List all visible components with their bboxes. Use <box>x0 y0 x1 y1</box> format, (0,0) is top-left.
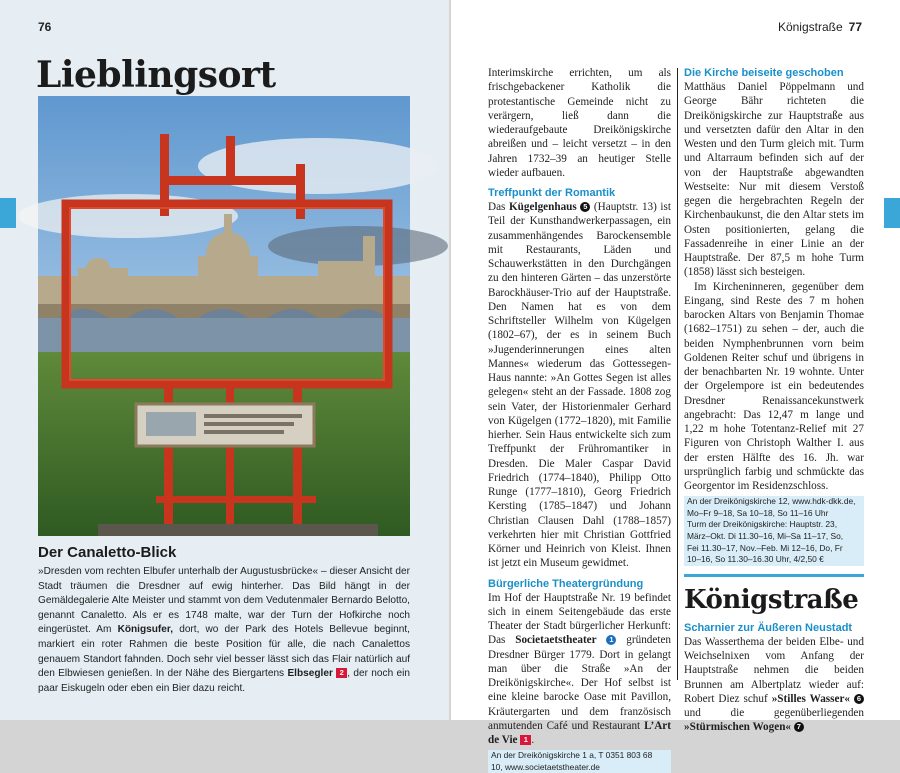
thumb-tab-left <box>0 198 16 228</box>
scharnier-heading: Scharnier zur Äußeren Neustadt <box>684 621 853 634</box>
scharnier-paragraph: Das Wasserthema der beiden Elbe- und Weichselnixen vom Anfang der Hauptstraße nehmen die beiden Brunnen am Albertplatz wieder auf: Robert Diez schuf »Stilles Wasser« 6 und die gegenüberliegenden »Stürmischen Wogen« 7 <box>684 635 864 734</box>
theater-heading: Bürgerliche Theatergründung <box>488 577 644 590</box>
left-page <box>0 0 449 720</box>
page-number-left: 76 <box>38 20 52 34</box>
map-marker-black: 5 <box>580 202 590 212</box>
intro-paragraph: Interimskirche errichten, um als frischgebackener Katholik die protestantische Gemeinde nicht zu verärgern, ließ dann die wiederaufgebaute Dreikönigskirche abreißen und – leicht versetzt – in den Jahren 1732–39 an heutiger Stelle wieder aufbauen. <box>488 67 671 179</box>
column-divider <box>677 68 678 680</box>
romantik-paragraph: Das Kügelgenhaus 5 (Hauptstr. 13) ist Teil der Kunsthandwerkerpassagen, ein zusammenhängendes Barockensemble mit Restaurants, Läden und Schauwerkstätten in den Durchgängen zu den hinteren Gärten – das unzerstörte Barockhäuser-Trio auf der Hauptstraße. Den Namen hat es von dem Schriftsteller Wilhelm von Kügelgen (1802–67), der es in seinem Buch »Jugenderinnerungen eines alten Mannes« wiederum das Gottessegen-Haus nannte: »An Gottes Segen ist alles gelegen« steht an der Fassade. 1808 zog sein Vater, der Historienmaler Gerhard von Kügelgen (1772–1820), mit Familie hierher. Sein Haus entwickelte sich zum Treffpunkt der Frühromantiker in Dresden. Die Maler Caspar David Friedrich (1774–1840), Philipp Otto Runge (1777–1810), Georg Friedrich Kersting (1785–1847) und Johann Christian Clausen Dahl (1788–1857) verkehrten hier mit Christian Gottfried Körner und Heinrich von Kleist. Ihnen ist jetzt ein Museum gewidmet. <box>488 201 672 570</box>
kirche-info-box: An der Dreikönigskirche 12, www.hdk-dkk.de, Mo–Fr 9–18, Sa 10–18, So 11–16 Uhr Turm der Dreikönigskirche: Hauptstr. 23, März–Okt. Di 11.30–16, Mi–Sa 11–17, So, Fei 11.30–17, Nov.–Feb. Mi 12–16, Do, Fr 10–16, So 11.30–16.30 Uhr, 4/2,50 € <box>684 496 864 566</box>
kirche-paragraph-1: Matthäus Daniel Pöppelmann und George Bähr richteten die Dreikönigskirche zur Hauptstraße aus und versetzten dafür den Altar in den Westen und den Turm gleich mit. Turm und Altarraum befinden sich auf der von der Hauptstraße abgewandten Westseite: Nur mit diesem Verstoß gegen die hergebrachten Regeln der Kirchenbaukunst, die den Altar stets im Osten positionierten, gelang die Fassadenreihe in einer Linie an der Hauptstraße. Der 87,5 m hohe Turm (1858) lässt sich besteigen. <box>684 81 864 279</box>
theater-paragraph: Im Hof der Hauptstraße Nr. 19 befindet sich in einem Seitengebäude das erste Theater der Stadt bürgerlicher Herkunft: Das Societaetstheater 1 gründeten Dresdner Bürger 1779. Dort in gelangt man über die Straße »An der Dreikönigskirche«. Der Hof selbst ist eine kleine barocke Oase mit Pavillon, Kräutergarten und dem französisch anmutenden Café und Restaurant L’Art de Vie 1 . <box>488 591 672 746</box>
koenigsufer-bold: Königsufer, <box>117 624 174 636</box>
koenigstrasse-heading: Königstraße <box>684 584 859 615</box>
map-marker-blue: 1 <box>606 635 616 645</box>
page-number-right: 77 <box>848 20 862 34</box>
canaletto-view-photo <box>38 96 410 536</box>
favorite-place-heading: Lieblingsort <box>36 54 276 96</box>
section-rule <box>684 574 864 577</box>
right-page <box>451 0 900 772</box>
thumb-tab-right <box>884 198 900 228</box>
map-marker-red: 2 <box>336 668 347 678</box>
canaletto-subheading: Der Canaletto-Blick <box>38 544 177 561</box>
running-head: Königstraße 77 <box>777 20 862 34</box>
romantik-heading: Treffpunkt der Romantik <box>488 187 616 199</box>
easel-frame-photo-illustration <box>38 96 410 536</box>
column-1 <box>488 66 671 773</box>
elbsegler-bold: Elbsegler <box>287 668 333 680</box>
kirche-heading: Die Kirche beiseite geschoben <box>684 67 844 79</box>
map-marker-red: 1 <box>520 735 531 745</box>
canaletto-paragraph: »Dresden vom rechten Elbufer unterhalb der Augustusbrücke« – dieser Ansicht der Stadt träumen die Dresdner auf ewig hinterher. Das Bild hängt in der Gemäldegalerie Alte Meister und stammt von dem Vedutenmaler Bernardo Belotto, genannt Canaletto. Als er es 1748 malte, war der Turn der Hofkirche noch eingerüstet. Am Königsufer, dort, wo der Park des Hotels Bellevue beginnt, markiert ein roter Rahmen die beste Position für alle, die nach Canalettos genauem Standort fahnden. Doch sehr viel besser lässt sich das Flair natürlich auf den Elbwiesen genießen. In der Nähe des Biergartens Elbsegler 2 , der noch ein paar Eiskugeln oder eben ein Bier dazu reicht. <box>38 566 410 694</box>
kirche-paragraph-2: Im Kircheninneren, gegenüber dem Eingang, sind Reste des 7 m hohen barocken Altars von Benjamin Thomae (1682–1751) zu sehen – der, auch die beiden Nymphenbrunnen vorn beim Goldenen Reiter schuf und übrigens in der benachbarten Nr. 19 wohnte. Unter der Orgelempore ist ein bedeutendes Dresdner Renaissancekunstwerk angebracht: Das 12,47 m lange und 1,22 m hohe Totentanz-Relief mit 27 Figuren von Christoph Walther I. aus der ersten Hälfte des 16. Jh. war ursprünglich farbig und schmückte das Georgentor im Residenzschloss. <box>684 280 864 492</box>
map-marker-black: 6 <box>854 694 864 704</box>
theater-info-box: An der Dreikönigskirche 1 a, T 0351 803 68 10, www.societaetstheater.de <box>488 750 671 773</box>
map-marker-black: 7 <box>794 722 804 732</box>
column-2 <box>684 66 864 735</box>
